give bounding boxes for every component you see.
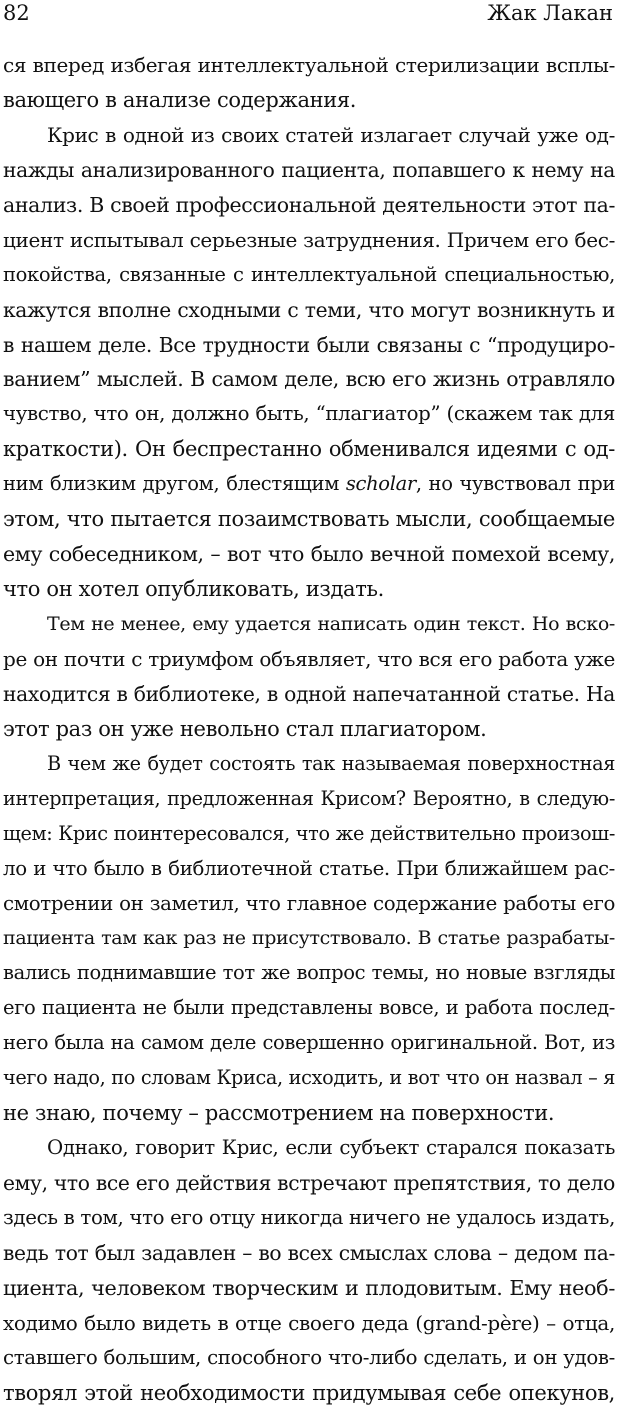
text-segment: ним близким другом, блестящим [3,472,346,496]
text-line: кажутся вполне сходными с теми, что могут возникнуть и [3,297,615,322]
text-line: ванием” мыслей. В самом деле, всю его жизнь отравляло [3,367,615,392]
paragraph-first-line: В чем же будет состоять так называемая поверхностная [47,751,615,775]
text-line: анализ. В своей профессиональной деятельности этот па- [3,192,616,217]
text-line: не знаю, почему – рассмотрением на поверхности. [3,1101,555,1126]
text-line: ло и что было в библиотечной статье. При ближайшем рас- [3,856,615,880]
text-line: этот раз он уже невольно стал плагиатором. [3,716,487,741]
text-line [3,467,615,502]
text-line: ся вперед избегая интеллектуальной стерилизации всплы- [3,53,615,77]
text-line: ему собеседником, – вот что было вечной помехой всему, [3,542,615,567]
text-line: что он хотел опубликовать, издать. [3,577,384,602]
text-line: ходимо было видеть в отце своего деда (grand-père) – отца, [3,1310,615,1335]
paragraph-first-line: Тем не менее, ему удается написать один текст. Но вско- [47,613,615,635]
text-line: циента, человеком творческим и плодовитым. Ему необ- [3,1275,615,1300]
text-line: интерпретация, предложенная Крисом? Вероятно, в следую- [3,786,615,810]
text-line: чего надо, по словам Криса, исходить, и вот что он назвал – я [3,1066,615,1090]
text-line: краткости). Он беспрестанно обменивался идеями с од- [3,437,615,462]
text-line: вались поднимавшие тот же вопрос темы, но новые взгляды [3,961,615,985]
text-line: творял этой необходимости придумывая себе опекунов, [3,1380,615,1405]
text-line: вающего в анализе содержания. [3,87,357,112]
text-line: него была на самом деле совершенно оригинальной. Вот, из [3,1031,615,1055]
text-line: находится в библиотеке, в одной напечатанной статье. На [3,681,615,706]
text-line: смотрении он заметил, что главное содержание работы его [3,891,615,915]
text-line: пациента там как раз не присутствовало. В статье разрабаты- [3,927,615,950]
text-line: циент испытывал серьезные затруднения. Причем его бес- [3,227,615,252]
text-line: ведь тот был задавлен – во всех смыслах слова – дедом па- [3,1240,615,1265]
text-line: в нашем деле. Все трудности были связаны с “продуциро- [3,332,615,357]
text-line: ре он почти с триумфом объявляет, что вся его работа уже [3,646,615,671]
text-line: нажды анализированного пациента, попавшего к нему на [3,157,615,182]
text-line: этом, что пытается позаимствовать мысли, сообщаемые [3,507,615,532]
italic-term: scholar [345,472,416,496]
text-line: чувство, что он, должно быть, “плагиатор” (скажем так для [3,402,615,426]
page-number: 82 [3,1,30,25]
paragraph-first-line: Однако, говорит Крис, если субъект старался показать [47,1136,615,1160]
text-line: здесь в том, что его отцу никогда ничего не удалось издать, [3,1205,615,1229]
text-segment: , но чувствовал при [415,472,615,496]
text-line: его пациента не были представлены вовсе, и работа послед- [3,996,615,1020]
text-line: покойства, связанные с интеллектуальной специальностью, [3,262,615,286]
page-header [3,0,613,30]
text-line: ему, что все его действия встречают препятствия, то дело [3,1171,615,1195]
running-title: Жак Лакан [487,1,613,25]
paragraph-first-line: Крис в одной из своих статей излагает случай уже од- [47,122,615,147]
text-line: ставшего большим, способного что-либо сделать, и он удов- [3,1345,615,1369]
body-text [3,48,615,1411]
text-line: щем: Крис поинтересовался, что же действительно произош- [3,821,615,845]
